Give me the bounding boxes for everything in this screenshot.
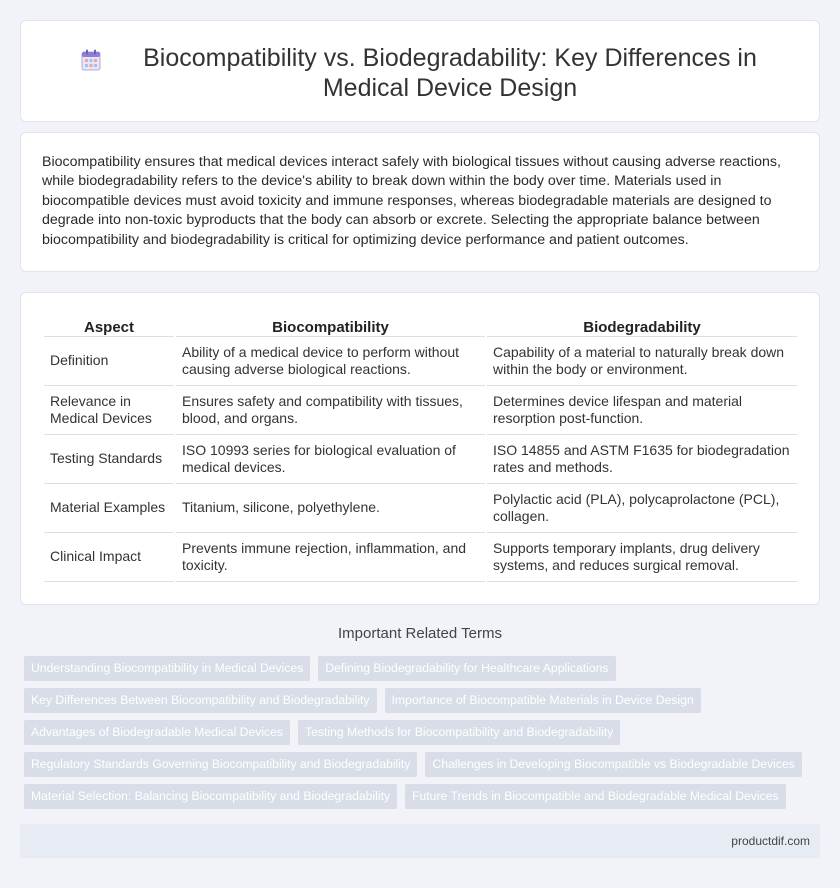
intro-card <box>20 132 820 272</box>
header-biodegradability: Biodegradability <box>487 315 797 337</box>
related-terms-heading: Important Related Terms <box>338 625 502 642</box>
row-biodegradability: Determines device lifespan and material resorption post-function. <box>487 386 797 435</box>
comparison-table <box>42 315 799 582</box>
row-biodegradability: ISO 14855 and ASTM F1635 for biodegradation rates and methods. <box>487 435 797 484</box>
row-aspect: Material Examples <box>44 484 174 533</box>
row-biocompatibility: Ensures safety and compatibility with tissues, blood, and organs. <box>176 386 485 435</box>
related-term-tag[interactable]: Future Trends in Biocompatible and Biodegradable Medical Devices <box>405 784 786 809</box>
table-row <box>44 337 797 386</box>
table-header-row <box>44 315 797 337</box>
related-term-tag[interactable]: Defining Biodegradability for Healthcare Applications <box>318 656 615 681</box>
related-terms-list <box>24 656 804 816</box>
row-biodegradability: Capability of a material to naturally break down within the body or environment. <box>487 337 797 386</box>
row-aspect: Testing Standards <box>44 435 174 484</box>
header-aspect: Aspect <box>44 315 174 337</box>
footer-site-link[interactable]: productdif.com <box>731 834 810 848</box>
related-term-tag[interactable]: Challenges in Developing Biocompatible vs Biodegradable Devices <box>425 752 801 777</box>
table-row <box>44 386 797 435</box>
footer-bar <box>20 824 820 858</box>
row-aspect: Definition <box>44 337 174 386</box>
related-term-tag[interactable]: Importance of Biocompatible Materials in Device Design <box>385 688 701 713</box>
page-title: Biocompatibility vs. Biodegradability: Key Differences in Medical Device Design <box>143 44 757 102</box>
table-row <box>44 435 797 484</box>
row-aspect: Relevance in Medical Devices <box>44 386 174 435</box>
related-term-tag[interactable]: Material Selection: Balancing Biocompatibility and Biodegradability <box>24 784 397 809</box>
intro-paragraph: Biocompatibility ensures that medical devices interact safely with biological tissues without causing adverse reactions, while biodegradability refers to the device's ability to break down within the body over time. Materials used in biocompatible devices must avoid toxicity and immune responses, whereas biodegradable materials are designed to degrade into non-toxic byproducts that the body can absorb or excrete. Selecting the appropriate balance between biocompatibility and biodegradability is critical for optimizing device performance and patient outcomes. <box>42 154 781 248</box>
calendar-grid-icon <box>81 49 101 71</box>
comparison-table-card <box>20 292 820 605</box>
related-term-tag[interactable]: Regulatory Standards Governing Biocompatibility and Biodegradability <box>24 752 417 777</box>
row-aspect: Clinical Impact <box>44 533 174 582</box>
row-biodegradability: Supports temporary implants, drug delivery systems, and reduces surgical removal. <box>487 533 797 582</box>
table-row <box>44 533 797 582</box>
related-term-tag[interactable]: Key Differences Between Biocompatibility and Biodegradability <box>24 688 377 713</box>
related-term-tag[interactable]: Advantages of Biodegradable Medical Devices <box>24 720 290 745</box>
header-biocompatibility: Biocompatibility <box>176 315 485 337</box>
header-card <box>20 20 820 122</box>
row-biocompatibility: Ability of a medical device to perform without causing adverse biological reactions. <box>176 337 485 386</box>
related-term-tag[interactable]: Testing Methods for Biocompatibility and Biodegradability <box>298 720 620 745</box>
table-row <box>44 484 797 533</box>
row-biodegradability: Polylactic acid (PLA), polycaprolactone (PCL), collagen. <box>487 484 797 533</box>
row-biocompatibility: Titanium, silicone, polyethylene. <box>176 484 485 533</box>
related-term-tag[interactable]: Understanding Biocompatibility in Medical Devices <box>24 656 310 681</box>
row-biocompatibility: ISO 10993 series for biological evaluation of medical devices. <box>176 435 485 484</box>
row-biocompatibility: Prevents immune rejection, inflammation, and toxicity. <box>176 533 485 582</box>
